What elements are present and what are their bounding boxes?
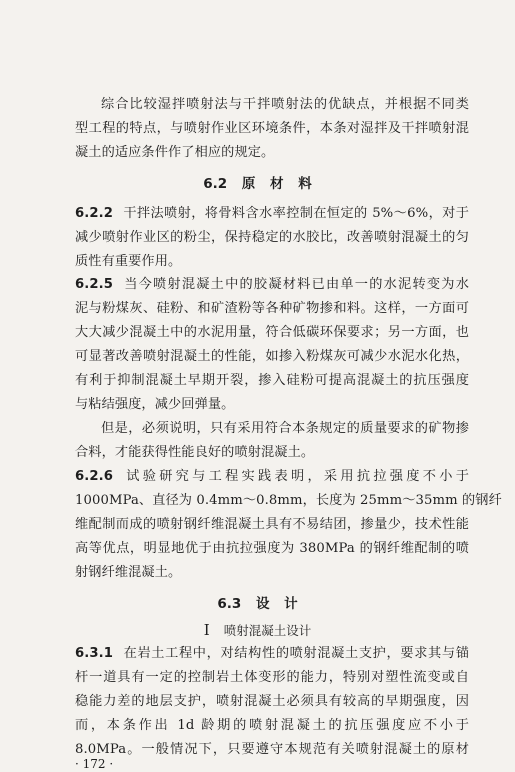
subsection-heading [0, 622, 515, 639]
clause-6-2-5-line: 大大减少混凝土中的水泥用量，符合低碳环保要求；另一方面，也 [75, 325, 469, 340]
clause-6-2-6-line: 射钢纤维混凝土。 [75, 565, 182, 580]
clause-6-2-5-line: 有利于抑制混凝土早期开裂，掺入硅粉可提高混凝土的抗压强度 [75, 373, 469, 388]
clause-6-2-2-line [75, 206, 469, 222]
clause-6-3-1-line: 杆一道具有一定的控制岩土体变形的能力，特别对塑性流变或自 [75, 670, 469, 685]
clause-6-2-6-line [75, 469, 469, 485]
clause-6-2-5-line: 可显著改善喷射混凝土的性能，如掺入粉煤灰可减少水泥水化热， [75, 349, 469, 364]
section-heading-6-2: 6.2 原 材 料 [203, 176, 312, 192]
clause-number: 6.2.2 [75, 206, 114, 221]
clause-text: 试验研究与工程实践表明，采用抗拉强度不小于 [123, 469, 469, 484]
section-heading-6-3: 6.3 设 计 [217, 596, 298, 612]
clause-6-3-1-line [75, 646, 469, 662]
clause-number: 6.2.6 [75, 469, 114, 484]
clause-6-3-1-line: 而，本条作出 1d 龄期的喷射混凝土的抗压强度应不小于 [75, 718, 469, 733]
clause-6-2-6-line: 高等优点，明显地优于由抗拉强度为 380MPa 的钢纤维配制的喷 [75, 541, 469, 556]
clause-6-2-5-line: 泥与粉煤灰、硅粉、和矿渣粉等各种矿物掺和料。这样，一方面可 [75, 301, 469, 316]
intro-line: 型工程的特点，与喷射作业区环境条件，本条对湿拌及干拌喷射混 [75, 121, 469, 136]
page-number: · 172 · [75, 757, 114, 771]
clause-number: 6.3.1 [75, 646, 114, 661]
clause-6-3-1-line: 稳能力差的地层支护，喷射混凝土必须具有较高的早期强度，因 [75, 694, 469, 709]
clause-text: 干拌法喷射，将骨料含水率控制在恒定的 5%～6%，对于 [123, 206, 469, 221]
subsection-title: 喷射混凝土设计 [223, 623, 312, 638]
clause-6-3-1-line: 8.0MPa。一般情况下，只要遵守本规范有关喷射混凝土的原材 [75, 742, 469, 757]
clause-6-2-6-line: 维配制而成的喷射钢纤维混凝土具有不易结团，掺量少，技术性能 [75, 517, 469, 532]
clause-6-2-2-line: 减少喷射作业区的粉尘，保持稳定的水胶比，改善喷射混凝土的匀 [75, 230, 469, 245]
clause-6-2-5-line: 与粘结强度，减少回弹量。 [75, 397, 235, 412]
clause-6-2-6-line: 1000MPa、直径为 0.4mm～0.8mm，长度为 25mm～35mm 的钢纤 [75, 493, 502, 508]
clause-6-2-2-line: 质性有重要作用。 [75, 254, 182, 269]
clause-6-2-5-line: 合料，才能获得性能良好的喷射混凝土。 [75, 445, 315, 460]
clause-6-2-5-line: 但是，必须说明，只有采用符合本条规定的质量要求的矿物掺 [101, 421, 469, 436]
roman-numeral: Ⅰ [203, 621, 210, 639]
clause-text: 在岩土工程中，对结构性的喷射混凝土支护，要求其与锚 [123, 646, 469, 661]
clause-number: 6.2.5 [75, 277, 114, 292]
clause-6-2-5-line [75, 277, 469, 293]
intro-line: 综合比较湿拌喷射法与干拌喷射法的优缺点，并根据不同类 [101, 97, 469, 112]
clause-text: 当今喷射混凝土中的胶凝材料已由单一的水泥转变为水 [123, 277, 469, 292]
intro-line: 凝土的适应条件作了相应的规定。 [75, 145, 275, 160]
